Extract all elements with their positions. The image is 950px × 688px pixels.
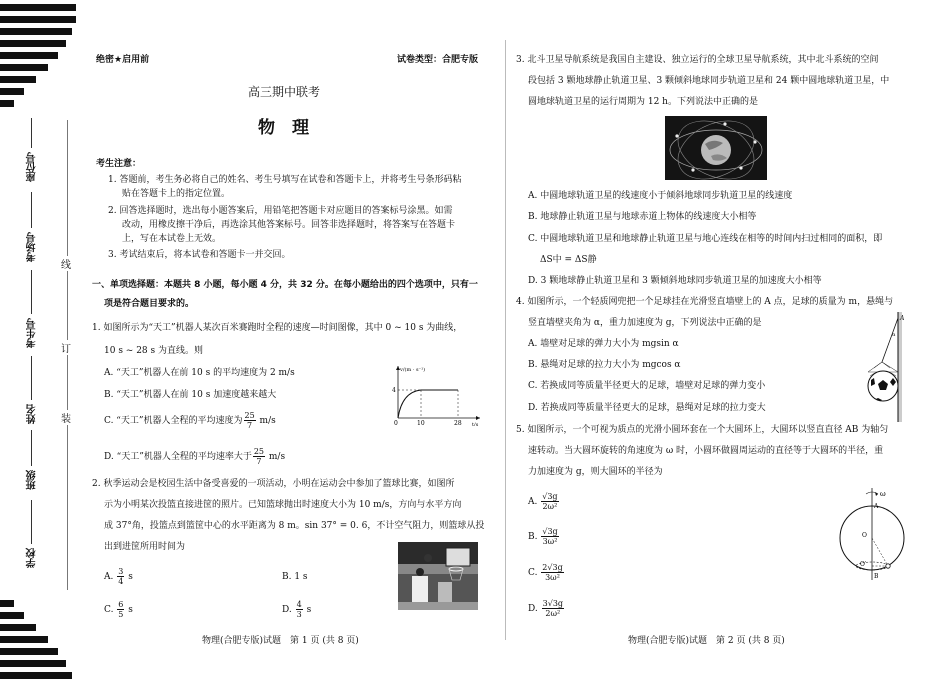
q1-option-a: A. “天工”机器人在前 10 s 的平均速度为 2 m/s (104, 368, 295, 378)
q2-option-c: C. $\frac{6}{5}$ s (104, 600, 133, 619)
q3-option-a: A. 中圆地球轨道卫星的线速度小于倾斜地球同步轨道卫星的线速度 (528, 191, 793, 201)
q3-stem-cont: 段包括 3 颗地球静止轨道卫星、3 颗倾斜地球同步轨道卫星和 24 颗中圆地球轨道卫星，中 (528, 76, 890, 86)
cut-mark-line: 线 (61, 256, 71, 271)
q4-stem: 4. 如图所示，一个轻质网兜把一个足球挂在光滑竖直墙壁上的 A 点，足球的质量为 m，悬绳与 (516, 297, 894, 307)
footer-page2: 物理(合肥专版)试题 第 2 页 (共 8 页) (628, 636, 785, 646)
q1-graph-xtick: 28 (454, 420, 462, 426)
q4-football-diagram (860, 310, 908, 424)
subject-title: 物 理 (258, 118, 309, 138)
q3-option-b: B. 地球静止轨道卫星与地球赤道上物体的线速度大小相等 (528, 212, 757, 222)
q1-stem-cont: 10 s ~ 28 s 为直线。则 (104, 346, 203, 356)
notice-item: 1. 答题前，考生务必将自己的姓名、考生号填写在试卷和答题卡上，并将考生号条形码粘 (108, 175, 462, 185)
q5-point-o: O (862, 532, 867, 539)
q1-vt-graph (388, 362, 484, 426)
q1-option-b: B. “天工”机器人在前 10 s 加速度越来越大 (104, 390, 277, 400)
school-label: 学校 (27, 548, 38, 568)
q1-graph-ylabel: v/(m · s⁻¹) (400, 367, 426, 373)
seat-number-label: 座位号 (27, 152, 38, 182)
q3-option-c: C. 中圆地球轨道卫星和地球静止轨道卫星与地心连线在相等的时间内扫过相同的面积，即 (528, 234, 883, 244)
q3-option-c-cont: ΔS中 = ΔS静 (540, 255, 597, 265)
cut-mark-bind: 装 (61, 410, 71, 425)
q5-stem: 5. 如图所示，一个可视为质点的光滑小圆环套在一个大圆环上，大圆环以竖直直径 AB 为轴匀 (516, 425, 889, 435)
class-label: 班级 (27, 470, 38, 490)
q5-omega: ω (880, 490, 886, 498)
notice-item: 3. 考试结束后，将本试卷和答题卡一并交回。 (108, 250, 291, 260)
notice-item: 上，写在本试卷上无效。 (122, 234, 222, 244)
q1-graph-xlabel: t/s (472, 422, 479, 426)
notice-item: 改动，用橡皮擦干净后，再选涂其他答案标号。回答非选择题时，将答案写在答题卡 (122, 220, 456, 230)
q2-stem-cont: 示为小明某次投篮直接进筐的照片。已知篮球抛出时速度大小为 10 m/s，方向与水平方向 (104, 500, 462, 510)
beidou-satellite-image (665, 116, 767, 180)
exam-title: 高三期中联考 (248, 85, 321, 99)
q5-option-b: B. $\frac{√3g}{\text{3ω²}}$ (528, 527, 558, 546)
exam-room-label: 考场号 (27, 232, 38, 262)
q5-option-a: A. $\frac{√3g}{\text{2ω²}}$ (528, 492, 558, 511)
column-divider (505, 40, 506, 640)
q4-option-c: C. 若换成同等质量半径更大的足球，墙壁对足球的弹力变小 (528, 381, 766, 391)
q1-graph-xtick: 10 (417, 420, 425, 426)
section-heading: 一、单项选择题：本题共 8 小题，每小题 4 分，共 32 分。在每小题给出的四个选项中，只有一 (92, 280, 478, 290)
q5-point-b: B (874, 573, 879, 580)
q5-option-c: C. $\frac{2√3g}{\text{3ω²}}$ (528, 563, 563, 582)
q2-stem-cont: 成 37°角，投篮点到篮筐中心的水平距离为 8 m。sin 37° = 0. 6，不计空气阻力，则篮球从投 (104, 521, 485, 531)
q5-stem-cont: 速转动。当大圆环旋转的角速度为 ω 时，小圆环做圆周运动的直径等于大圆环的半径，重 (528, 446, 884, 456)
q5-stem-cont: 力加速度为 g，则大圆环的半径为 (528, 467, 663, 477)
notice-item: 2. 回答选择题时，选出每小题答案后，用铅笔把答题卡对应题目的答案标号涂黑。如需 (108, 206, 453, 216)
q4-option-a: A. 墙壁对足球的弹力大小为 mgsin α (528, 339, 679, 349)
q4-point-a: A (900, 315, 905, 322)
q5-point-o-prime: O′ (860, 561, 867, 568)
q1-graph-ytick: 4 (392, 387, 396, 394)
q1-graph-xtick: 0 (394, 420, 398, 426)
q2-option-a: A. $\frac{3}{4}$ s (104, 567, 133, 586)
q3-option-d: D. 3 颗地球静止轨道卫星和 3 颗倾斜地球同步轨道卫星的加速度大小相等 (528, 276, 822, 286)
section-heading-cont: 项是符合题目要求的。 (104, 299, 195, 309)
q4-angle-alpha: α (892, 332, 896, 338)
q2-option-d: D. $\frac{4}{3}$ s (282, 600, 312, 619)
q4-option-d: D. 若换成同等质量半径更大的足球，悬绳对足球的拉力变大 (528, 403, 766, 413)
name-label: 姓名 (27, 404, 38, 424)
cut-mark-staple: 订 (61, 340, 71, 355)
q1-stem: 1. 如图所示为“天工”机器人某次百米赛跑时全程的速度—时间图像，其中 0 ~ 10 s 为曲线， (92, 323, 463, 333)
q4-option-b: B. 悬绳对足球的拉力大小为 mgcos α (528, 360, 681, 370)
q5-option-d: D. $\frac{3√3g}{\text{2ω²}}$ (528, 599, 564, 618)
q5-ring-diagram (834, 486, 914, 584)
q5-point-a: A (874, 503, 879, 510)
q2-stem: 2. 秋季运动会是校园生活中备受喜爱的一项活动，小明在运动会中参加了篮球比赛，如图所 (92, 479, 455, 489)
notice-item: 贴在答题卡上的指定位置。 (122, 189, 231, 199)
paper-type-label: 试卷类型：合肥专版 (397, 55, 479, 65)
q3-stem: 3. 北斗卫星导航系统是我国自主建设、独立运行的全球卫星导航系统，其中北斗系统的空间 (516, 55, 879, 65)
examinee-number-label: 考生号 (27, 318, 38, 348)
confidential-label: 绝密★启用前 (96, 55, 150, 65)
q2-stem-cont: 出到进筐所用时间为 (104, 542, 186, 552)
basketball-photo (398, 542, 478, 610)
footer-page1: 物理(合肥专版)试题 第 1 页 (共 8 页) (202, 636, 359, 646)
q3-stem-cont: 圆地球轨道卫星的运行周期为 12 h。下列说法中正确的是 (528, 97, 758, 107)
q4-stem-cont: 竖直墙壁夹角为 α，重力加速度为 g，下列说法中正确的是 (528, 318, 762, 328)
q1-option-d: D. “天工”机器人全程的平均速率大于 $\frac{25}{7}$ m/s (104, 447, 286, 466)
notice-heading: 考生注意： (96, 159, 142, 169)
q1-option-c: C. “天工”机器人全程的平均速度为 $\frac{25}{7}$ m/s (104, 411, 276, 430)
q2-option-b: B. 1 s (282, 572, 308, 582)
